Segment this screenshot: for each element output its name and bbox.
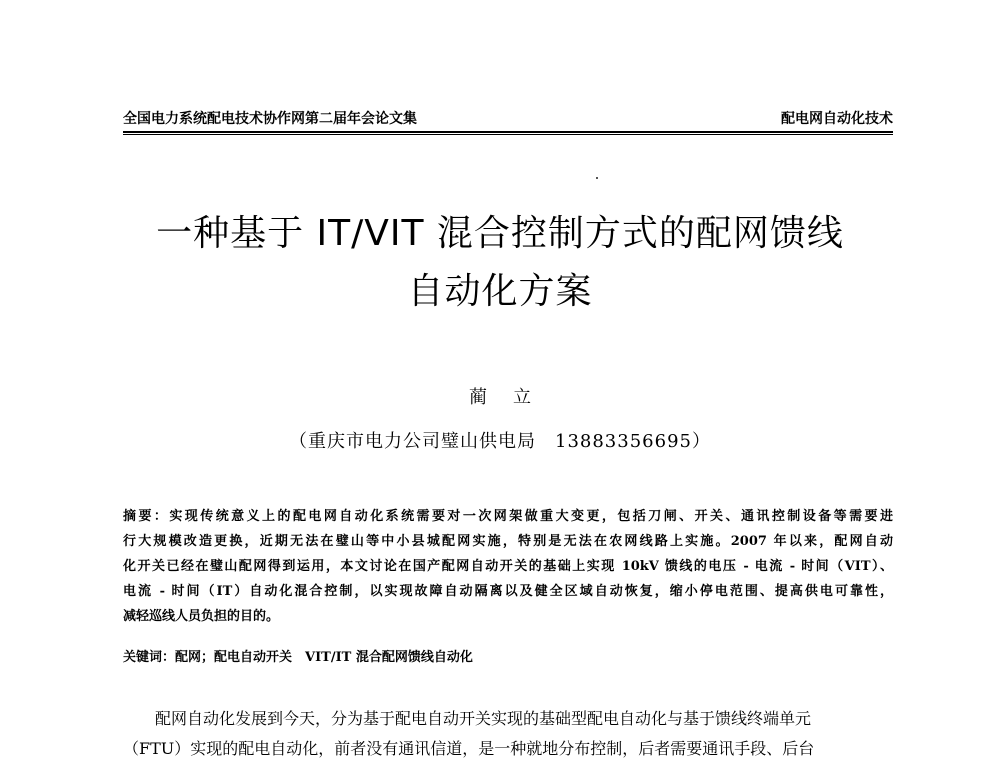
paper-title-line-1: 一种基于 IT/VIT 混合控制方式的配网馈线 [156,213,844,254]
author-name: 蔺立 [469,387,557,408]
author-affiliation: （重庆市电力公司璧山供电局 13883356695） [289,431,711,452]
header-rule-thin [123,134,893,135]
keywords-text: 配网；配电自动开关 VIT/IT 混合配网馈线自动化 [175,650,473,665]
abstract-line [123,504,893,529]
abstract-label: 摘要： [123,509,170,524]
abstract-line: 化开关已经在璧山配网得到运用，本文讨论在国产配网自动开关的基础上实现 10kV 馈线的电压 - 电流 - 时间（VIT）、 [123,559,893,574]
running-header [123,111,893,127]
body-paragraph [123,704,893,764]
body-line: （FTU）实现的配电自动化，前者没有通讯信道，是一种就地分布控制，后者需要通讯手段、后台 [123,739,815,758]
abstract-line: 减轻巡线人员负担的目的。 [123,609,280,624]
abstract-line: 电流 - 时间（IT）自动化混合控制，以实现故障自动隔离以及健全区域自动恢复，缩小停电范围、提高供电可靠性， [123,584,893,599]
abstract [123,504,893,629]
abstract-line: 行大规模改造更换，近期无法在璧山等中小县城配网实施，特别是无法在农网线路上实施。2007 年以来，配网自动 [123,534,893,549]
keywords [123,645,893,670]
header-right: 配电网自动化技术 [781,111,893,127]
paper-title-line-2: 自动化方案 [407,271,593,312]
body-line: 配网自动化发展到今天，分为基于配电自动开关实现的基础型配电自动化与基于馈线终端单元 [155,709,812,728]
header-rule [123,131,893,133]
abstract-text: 实现传统意义上的配电网自动化系统需要对一次网架做重大变更，包括刀闸、开关、通讯控制设备等需要进 [169,509,893,524]
header-left: 全国电力系统配电技术协作网第二届年会论文集 [123,111,417,127]
scan-speck [596,177,598,179]
keywords-label: 关键词： [123,650,176,665]
